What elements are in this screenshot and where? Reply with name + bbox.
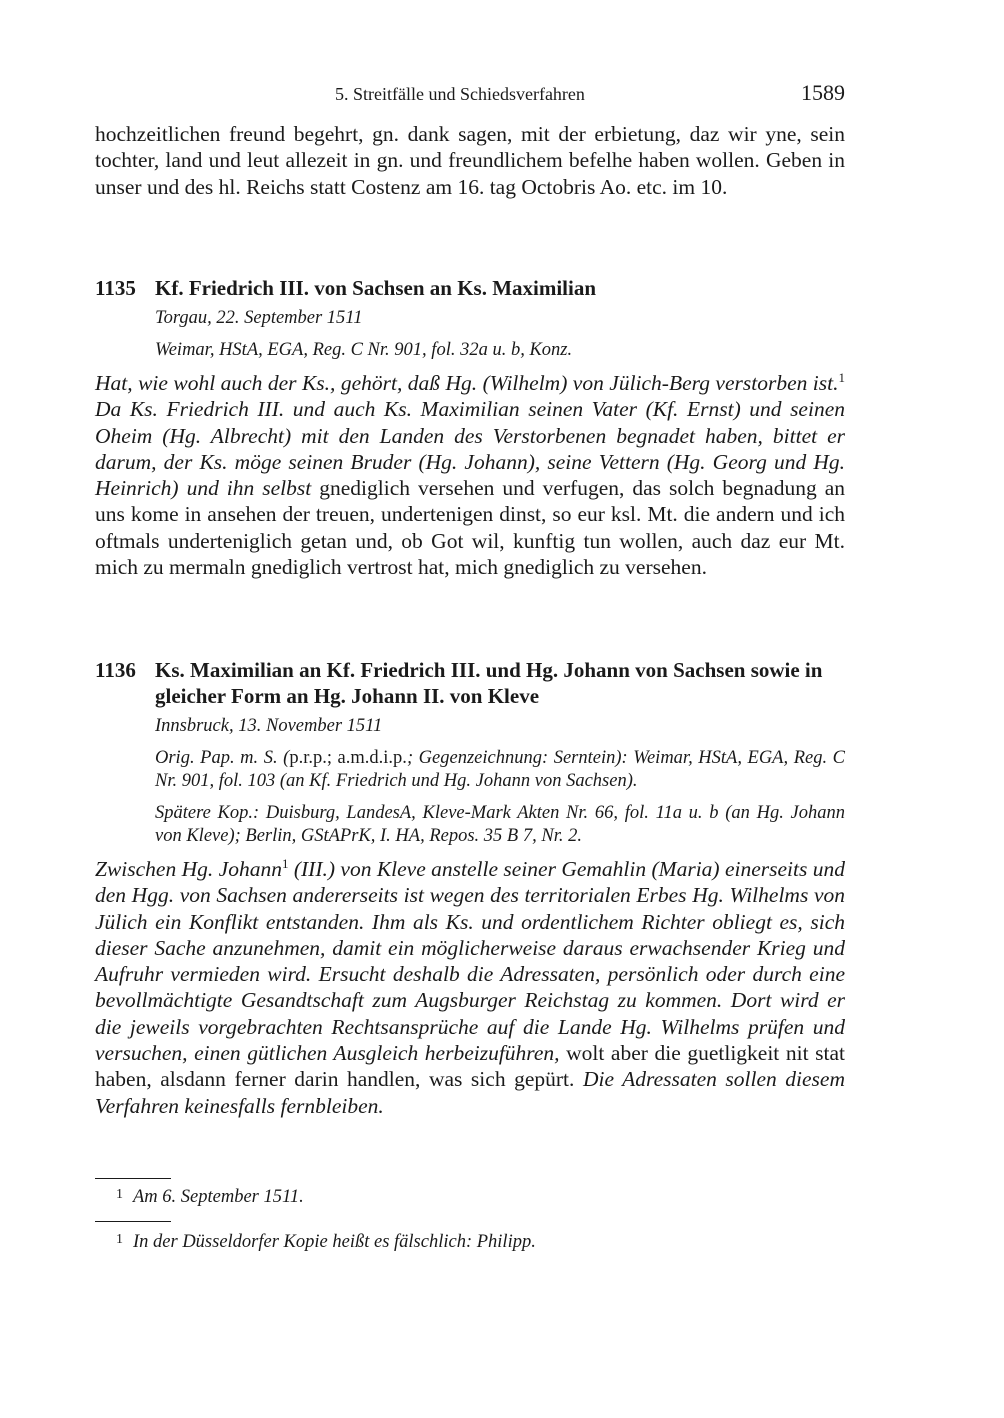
original-note-b: p.r.p.; a.m.d.i.p.	[289, 748, 407, 768]
regest-summary: Zwischen Hg. Johann	[95, 857, 282, 881]
chapter-title: 5. Streitfälle und Schiedsverfahren	[335, 84, 585, 104]
source-note: Weimar, HStA, EGA, Reg. C Nr. 901, fol. 32a u. b, Konz.	[155, 340, 573, 360]
footnote-rule	[95, 1221, 171, 1222]
footnote-ref: 1	[838, 369, 845, 385]
document-title: Ks. Maximilian an Kf. Friedrich III. und Hg. Johann von Sachsen sowie in gleicher Form an Hg. Johann II. von Kleve	[155, 658, 823, 708]
footnote-mark: 1	[116, 1187, 123, 1202]
document-1136	[95, 657, 845, 1119]
document-number: 1136	[95, 658, 136, 682]
regest-summary: Hat, wie wohl auch der Ks., gehört, daß Hg. (Wilhelm) von Jülich-Berg verstorben ist.	[95, 371, 839, 395]
intro-block	[95, 121, 845, 200]
document-1135	[95, 275, 845, 580]
regest-summary-cont: Da Ks. Friedrich III. und auch Ks. Maximilian seinen Vater (Kf. Ernst) und seinen Oheim (Hg. Albrecht) mit den Landen des Verstorbenen begnadet haben, bittet er darum, der Ks. möge seinen Bruder (Hg. Johann), seine Vettern (Hg. Georg und Hg. Heinrich) und ihn selbst	[95, 397, 845, 501]
copies-note: Spätere Kop.: Duisburg, LandesA, Kleve-Mark Akten Nr. 66, fol. 11a u. b (an Hg. Johann von Kleve); Berlin, GStAPrK, I. HA, Repos. 35 B 7, Nr. 2.	[155, 803, 845, 846]
intro-paragraph: hochzeitlichen freund begehrt, gn. dank sagen, mit der erbietung, daz wir yne, sein tochter, land und leut allezeit in gn. und freundlichem befelhe haben wollen. Geben in unser und des hl. Reichs statt Costenz am 16. tag Octobris Ao. etc. im 10.	[95, 122, 845, 199]
regest-paragraph	[95, 370, 845, 580]
place-date: Innsbruck, 13. November 1511	[155, 716, 383, 736]
regest-summary-end: Die Adressaten sollen diesem Verfahren keinesfalls fernbleiben.	[95, 1067, 845, 1118]
footnote-text: Am 6. September 1511.	[133, 1187, 304, 1207]
footnote-1135	[95, 1184, 845, 1208]
footnote-mark: 1	[116, 1232, 123, 1247]
running-head	[95, 80, 845, 108]
original-note	[155, 747, 845, 793]
regest-summary-cont: (III.) von Kleve anstelle seiner Gemahlin (Maria) einerseits und den Hgg. von Sachsen andererseits ist wegen des territorialen Erbes Hg. Wilhelms von Jülich ein Konflikt entstanden. Ihm als Ks. und ordentlichem Richter obliegt es, sich dieser Sache anzunehmen, damit ein möglicherweise daraus erwachsender Krieg und Aufruhr vermieden wird. Ersucht deshalb die Adressaten, persönlich oder durch eine bevollmächtigte Gesandtschaft zum Augsburger Reichstag zu kommen. Dort wird er die jeweils vorgebrachten Rechtsansprüche auf die Lande Hg. Wilhelms prüfen und versuchen, einen gütlichen Ausgleich herbeizuführen,	[95, 857, 846, 1066]
regest-paragraph	[95, 856, 845, 1119]
source-quote: gnediglich versehen und verfugen, das solch begnadung an uns kome in ansehen der treuen, undertenigen dinst, so eur ksl. Mt. die andern und ich oftmals underteniglich getan und, ob Got wil, kunftig tun wollen, auch daz eur Mt. mich zu mermaln gnediglich vertrost hat, mich gnediglich zu versehen.	[95, 476, 845, 580]
source-quote: wolt aber die guetligkeit nit stat haben, alsdann ferner darin handlen, was sich gepürt.	[95, 1041, 845, 1092]
footnote-ref: 1	[281, 855, 289, 871]
original-note-c: ; Gegenzeichnung: Serntein): Weimar, HStA, EGA, Reg. C Nr. 901, fol. 103 (an Kf. Friedrich und Hg. Johann von Sachsen).	[155, 748, 845, 791]
original-note-a: Orig. Pap. m. S. (	[155, 748, 290, 768]
document-number: 1135	[95, 276, 136, 300]
footnote-text: In der Düsseldorfer Kopie heißt es fälschlich: Philipp.	[133, 1232, 536, 1252]
page-number: 1589	[801, 80, 845, 105]
footnote-rule	[95, 1178, 171, 1179]
place-date: Torgau, 22. September 1511	[155, 308, 363, 328]
document-heading	[95, 657, 845, 709]
footnote-1136	[95, 1229, 845, 1253]
document-title: Kf. Friedrich III. von Sachsen an Ks. Maximilian	[155, 276, 597, 300]
document-heading	[95, 275, 845, 301]
